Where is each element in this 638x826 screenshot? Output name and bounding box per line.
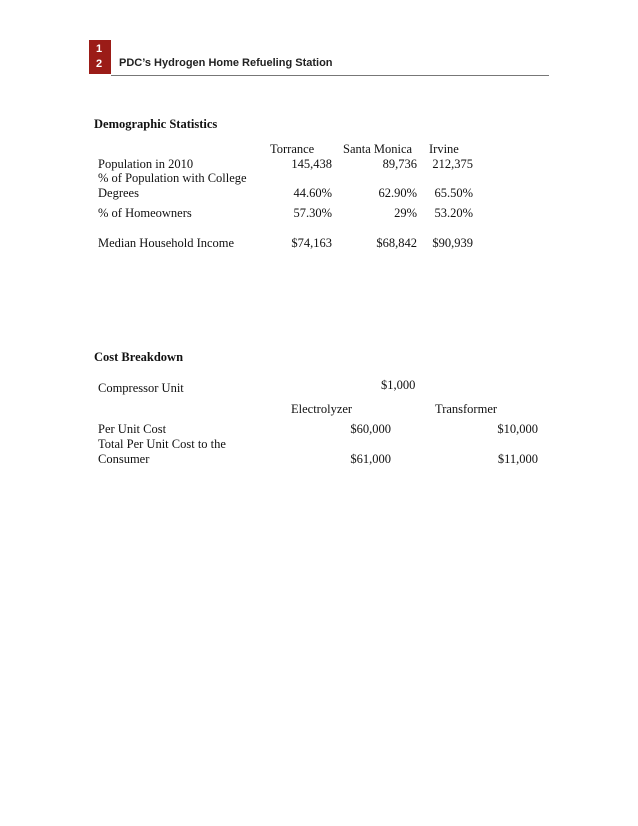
demo-row-label: Population in 2010 bbox=[98, 157, 194, 171]
cost-cell: $61,000 bbox=[350, 452, 391, 466]
cost-row-label-cont: Consumer bbox=[98, 452, 150, 466]
compressor-value: $1,000 bbox=[381, 378, 416, 392]
demo-cell: $74,163 bbox=[291, 236, 332, 250]
demo-row-label-cont: Degrees bbox=[98, 186, 139, 200]
cost-heading: Cost Breakdown bbox=[94, 350, 184, 364]
demo-col-torrance: Torrance bbox=[270, 142, 315, 156]
compressor-label: Compressor Unit bbox=[98, 381, 184, 395]
cost-cell: $11,000 bbox=[497, 452, 538, 466]
demo-cell: 53.20% bbox=[434, 206, 473, 220]
page-number-top: 1 bbox=[96, 43, 103, 55]
demo-cell: $68,842 bbox=[376, 236, 417, 250]
demo-cell: 44.60% bbox=[293, 186, 332, 200]
demo-col-irvine: Irvine bbox=[429, 142, 459, 156]
demo-row-label: Median Household Income bbox=[98, 236, 235, 250]
demo-row-label: % of Homeowners bbox=[98, 206, 192, 220]
demo-cell: $90,939 bbox=[432, 236, 473, 250]
demo-cell: 29% bbox=[394, 206, 417, 220]
page-number-bottom: 2 bbox=[96, 58, 103, 70]
cost-col-transformer: Transformer bbox=[435, 402, 498, 416]
cost-col-electrolyzer: Electrolyzer bbox=[291, 402, 353, 416]
demo-cell: 89,736 bbox=[382, 157, 417, 171]
demo-cell: 212,375 bbox=[432, 157, 473, 171]
demo-row-label: % of Population with College bbox=[98, 171, 247, 185]
cost-cell: $10,000 bbox=[497, 422, 538, 436]
demo-col-santa-monica: Santa Monica bbox=[343, 142, 413, 156]
cost-row-label: Per Unit Cost bbox=[98, 422, 167, 436]
header-title: PDC’s Hydrogen Home Refueling Station bbox=[119, 57, 333, 69]
header-divider bbox=[111, 75, 549, 76]
cost-cell: $60,000 bbox=[350, 422, 391, 436]
demo-cell: 65.50% bbox=[434, 186, 473, 200]
demo-cell: 145,438 bbox=[291, 157, 332, 171]
demo-cell: 62.90% bbox=[378, 186, 417, 200]
demographics-heading: Demographic Statistics bbox=[94, 117, 218, 131]
page-number-badge bbox=[89, 40, 111, 74]
demo-cell: 57.30% bbox=[293, 206, 332, 220]
cost-row-label: Total Per Unit Cost to the bbox=[98, 437, 226, 451]
